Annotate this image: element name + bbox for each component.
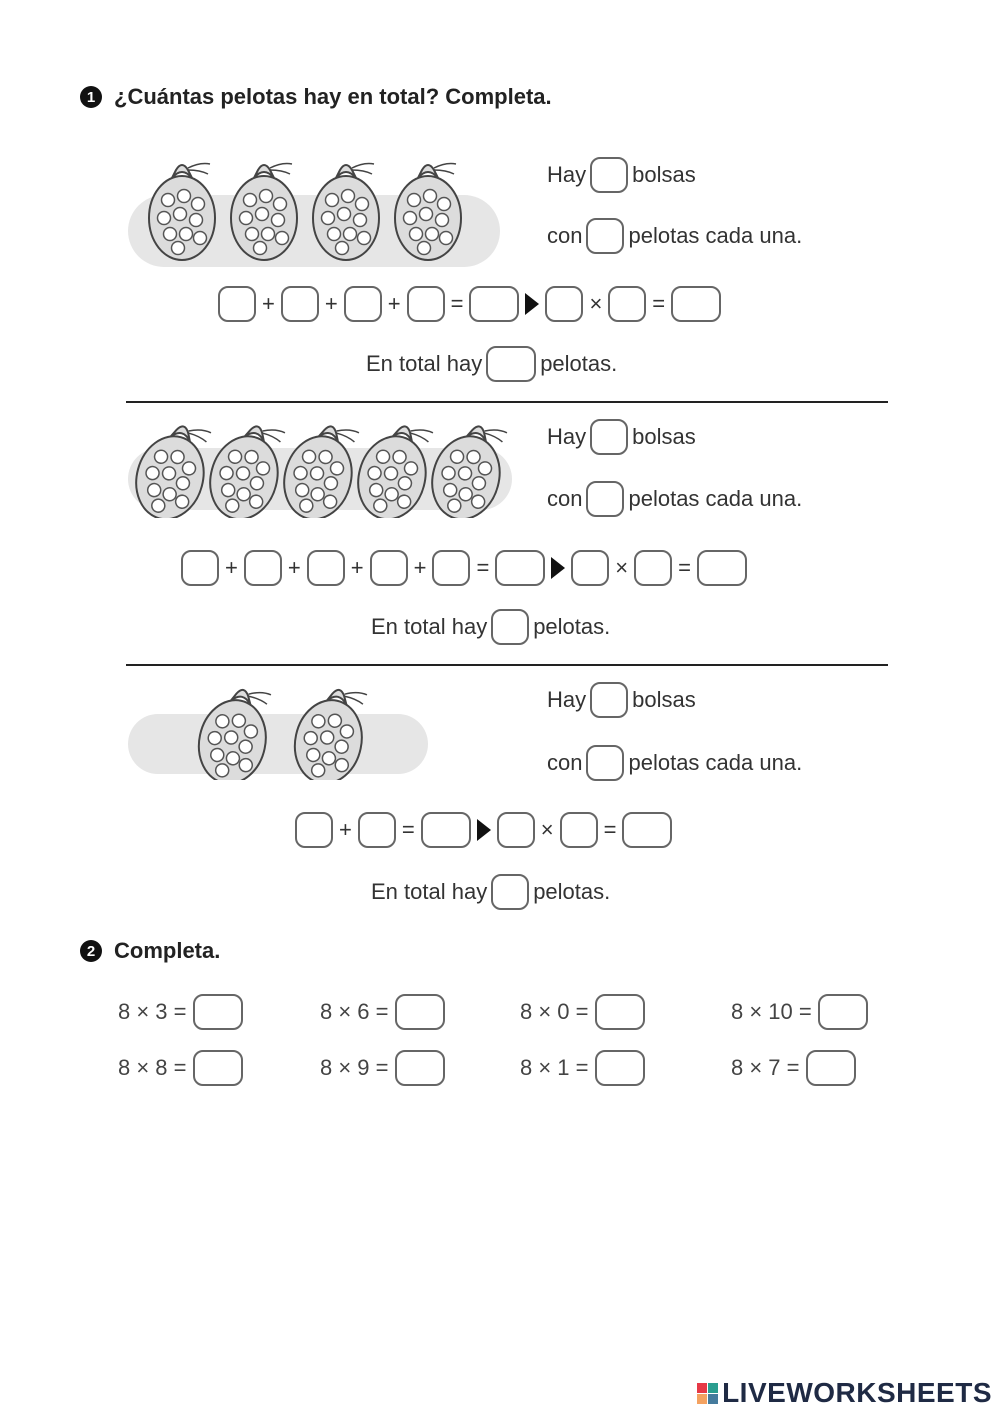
times-sign: × — [540, 817, 554, 842]
addend-input[interactable] — [432, 550, 470, 586]
bags-count-input[interactable] — [590, 682, 628, 718]
factor-input[interactable] — [545, 286, 583, 322]
ball-icon — [420, 208, 433, 221]
sum-input[interactable] — [469, 286, 519, 322]
plus-sign: + — [350, 555, 364, 580]
total-prefix: En total hay — [371, 879, 488, 904]
answer-input[interactable] — [806, 1050, 856, 1086]
group-3-balls-line — [543, 745, 806, 781]
sum-input[interactable] — [495, 550, 545, 586]
ball-icon — [336, 242, 349, 255]
ball-icon — [246, 228, 259, 241]
exercise-1-number: 1 — [80, 86, 102, 108]
total-suffix: pelotas. — [540, 351, 618, 376]
bags-illustration-1 — [148, 150, 488, 270]
exercise-2-number: 2 — [80, 940, 102, 962]
multiplication-expression: 8 × 1 = — [520, 1055, 589, 1080]
bolsas-label: bolsas — [632, 162, 696, 187]
arrow-right-icon — [477, 819, 491, 841]
ball-bag-icon — [395, 164, 461, 261]
addend-input[interactable] — [295, 812, 333, 848]
pelotas-cada-label: pelotas cada una. — [628, 486, 803, 511]
plus-sign: + — [287, 555, 301, 580]
arrow-right-icon — [525, 293, 539, 315]
logo-square — [708, 1383, 718, 1393]
ball-icon — [262, 228, 275, 241]
ball-icon — [328, 228, 341, 241]
ball-bag-icon — [149, 164, 215, 261]
ball-icon — [344, 228, 357, 241]
arrow-right-icon — [551, 557, 565, 579]
multiplication-item — [731, 1050, 856, 1086]
ball-bag-icon — [349, 417, 438, 518]
hay-label: Hay — [547, 162, 587, 187]
ball-icon — [256, 208, 269, 221]
times-sign: × — [589, 291, 603, 316]
ball-icon — [164, 228, 177, 241]
answer-input[interactable] — [395, 994, 445, 1030]
multiplication-expression: 8 × 10 = — [731, 999, 812, 1024]
ball-icon — [418, 242, 431, 255]
ball-icon — [436, 214, 449, 227]
plus-sign: + — [262, 291, 275, 316]
balls-per-bag-input[interactable] — [586, 218, 624, 254]
ball-icon — [190, 214, 203, 227]
factor-input[interactable] — [497, 812, 535, 848]
pelotas-cada-label: pelotas cada una. — [628, 750, 803, 775]
exercise-1-heading — [80, 84, 552, 110]
group-2-total-line — [367, 609, 614, 645]
ball-bag-icon — [191, 682, 276, 780]
ball-icon — [356, 198, 369, 211]
multiplication-item — [320, 994, 445, 1030]
multiplication-expression: 8 × 7 = — [731, 1055, 800, 1080]
ball-bag-icon — [313, 164, 379, 261]
total-input[interactable] — [491, 874, 529, 910]
plus-sign: + — [387, 291, 401, 316]
ball-icon — [174, 208, 187, 221]
addend-input[interactable] — [407, 286, 445, 322]
group-3-equation — [295, 812, 672, 848]
answer-input[interactable] — [395, 1050, 445, 1086]
answer-input[interactable] — [193, 1050, 243, 1086]
ball-icon — [404, 212, 417, 225]
ball-icon — [354, 214, 367, 227]
exercise-2-heading — [80, 938, 220, 964]
ball-icon — [254, 242, 267, 255]
ball-bag-icon — [201, 417, 290, 518]
group-2-balls-line — [543, 481, 806, 517]
ball-bag-icon — [128, 417, 216, 518]
ball-icon — [274, 198, 287, 211]
group-2-equation — [181, 550, 747, 586]
ball-icon — [326, 194, 339, 207]
factor-input[interactable] — [560, 812, 598, 848]
bolsas-label: bolsas — [632, 424, 696, 449]
multiplication-expression: 8 × 3 = — [118, 999, 187, 1024]
addend-input[interactable] — [181, 550, 219, 586]
group-3-total-line — [367, 874, 614, 910]
logo-mark-icon — [697, 1383, 718, 1404]
ball-icon — [244, 194, 257, 207]
total-input[interactable] — [491, 609, 529, 645]
logo-square — [697, 1394, 707, 1404]
addend-input[interactable] — [244, 550, 282, 586]
hay-label: Hay — [547, 424, 587, 449]
hay-label: Hay — [547, 687, 587, 712]
liveworksheets-logo — [697, 1377, 992, 1409]
plus-sign: + — [225, 555, 238, 580]
total-suffix: pelotas. — [533, 614, 611, 639]
con-label: con — [547, 486, 583, 511]
addend-input[interactable] — [218, 286, 256, 322]
equals-sign: = — [678, 555, 692, 580]
exercise-1-title: ¿Cuántas pelotas hay en total? Completa. — [114, 84, 552, 109]
pelotas-cada-label: pelotas cada una. — [628, 223, 803, 248]
bags-illustration-3 — [190, 680, 380, 780]
ball-icon — [272, 214, 285, 227]
ball-icon — [276, 232, 289, 245]
group-1-total-line — [362, 346, 621, 382]
factor-input[interactable] — [634, 550, 672, 586]
ball-icon — [192, 198, 205, 211]
addend-input[interactable] — [307, 550, 345, 586]
factor-input[interactable] — [608, 286, 646, 322]
ball-icon — [240, 212, 253, 225]
ball-icon — [180, 228, 193, 241]
equals-sign: = — [450, 291, 464, 316]
balls-per-bag-input[interactable] — [586, 481, 624, 517]
ball-icon — [408, 194, 421, 207]
product-input[interactable] — [622, 812, 672, 848]
ball-icon — [194, 232, 207, 245]
sum-input[interactable] — [421, 812, 471, 848]
plus-sign: + — [324, 291, 338, 316]
equals-sign: = — [476, 555, 490, 580]
balls-per-bag-input[interactable] — [586, 745, 624, 781]
bags-count-input[interactable] — [590, 157, 628, 193]
divider — [126, 664, 888, 666]
addend-input[interactable] — [281, 286, 319, 322]
multiplication-item — [520, 994, 645, 1030]
logo-square — [708, 1394, 718, 1404]
group-1-balls-line — [543, 218, 806, 254]
factor-input[interactable] — [571, 550, 609, 586]
multiplication-item — [731, 994, 868, 1030]
total-prefix: En total hay — [366, 351, 483, 376]
bags-count-input[interactable] — [590, 419, 628, 455]
ball-icon — [424, 190, 437, 203]
times-sign: × — [615, 555, 629, 580]
addend-input[interactable] — [358, 812, 396, 848]
multiplication-item — [118, 1050, 243, 1086]
ball-bag-icon — [287, 682, 372, 780]
con-label: con — [547, 223, 583, 248]
ball-icon — [172, 242, 185, 255]
ball-icon — [440, 232, 453, 245]
ball-bag-icon — [275, 417, 364, 518]
ball-icon — [438, 198, 451, 211]
divider — [126, 401, 888, 403]
multiplication-expression: 8 × 9 = — [320, 1055, 389, 1080]
ball-icon — [178, 190, 191, 203]
multiplication-item — [118, 994, 243, 1030]
ball-icon — [426, 228, 439, 241]
ball-bag-icon — [231, 164, 297, 261]
group-1-bags-line — [543, 157, 700, 193]
ball-icon — [162, 194, 175, 207]
ball-icon — [260, 190, 273, 203]
con-label: con — [547, 750, 583, 775]
total-prefix: En total hay — [371, 614, 488, 639]
bolsas-label: bolsas — [632, 687, 696, 712]
addend-input[interactable] — [344, 286, 382, 322]
exercise-2-title: Completa. — [114, 938, 221, 963]
total-suffix: pelotas. — [533, 879, 611, 904]
bags-illustration-2 — [128, 412, 512, 518]
answer-input[interactable] — [818, 994, 868, 1030]
product-input[interactable] — [671, 286, 721, 322]
ball-icon — [158, 212, 171, 225]
answer-input[interactable] — [595, 1050, 645, 1086]
ball-bag-icon — [423, 417, 512, 518]
group-3-bags-line — [543, 682, 700, 718]
group-2-bags-line — [543, 419, 700, 455]
ball-icon — [322, 212, 335, 225]
answer-input[interactable] — [595, 994, 645, 1030]
multiplication-expression: 8 × 0 = — [520, 999, 589, 1024]
answer-input[interactable] — [193, 994, 243, 1030]
total-input[interactable] — [486, 346, 536, 382]
ball-icon — [410, 228, 423, 241]
ball-icon — [342, 190, 355, 203]
multiplication-expression: 8 × 6 = — [320, 999, 389, 1024]
ball-icon — [338, 208, 351, 221]
addend-input[interactable] — [370, 550, 408, 586]
equals-sign: = — [401, 817, 415, 842]
equals-sign: = — [603, 817, 617, 842]
plus-sign: + — [339, 817, 352, 842]
logo-square — [697, 1383, 707, 1393]
multiplication-item — [320, 1050, 445, 1086]
ball-icon — [358, 232, 371, 245]
plus-sign: + — [413, 555, 427, 580]
multiplication-item — [520, 1050, 645, 1086]
product-input[interactable] — [697, 550, 747, 586]
brand-name: LIVEWORKSHEETS — [722, 1377, 992, 1408]
equals-sign: = — [652, 291, 666, 316]
group-1-equation — [218, 286, 721, 322]
multiplication-expression: 8 × 8 = — [118, 1055, 187, 1080]
